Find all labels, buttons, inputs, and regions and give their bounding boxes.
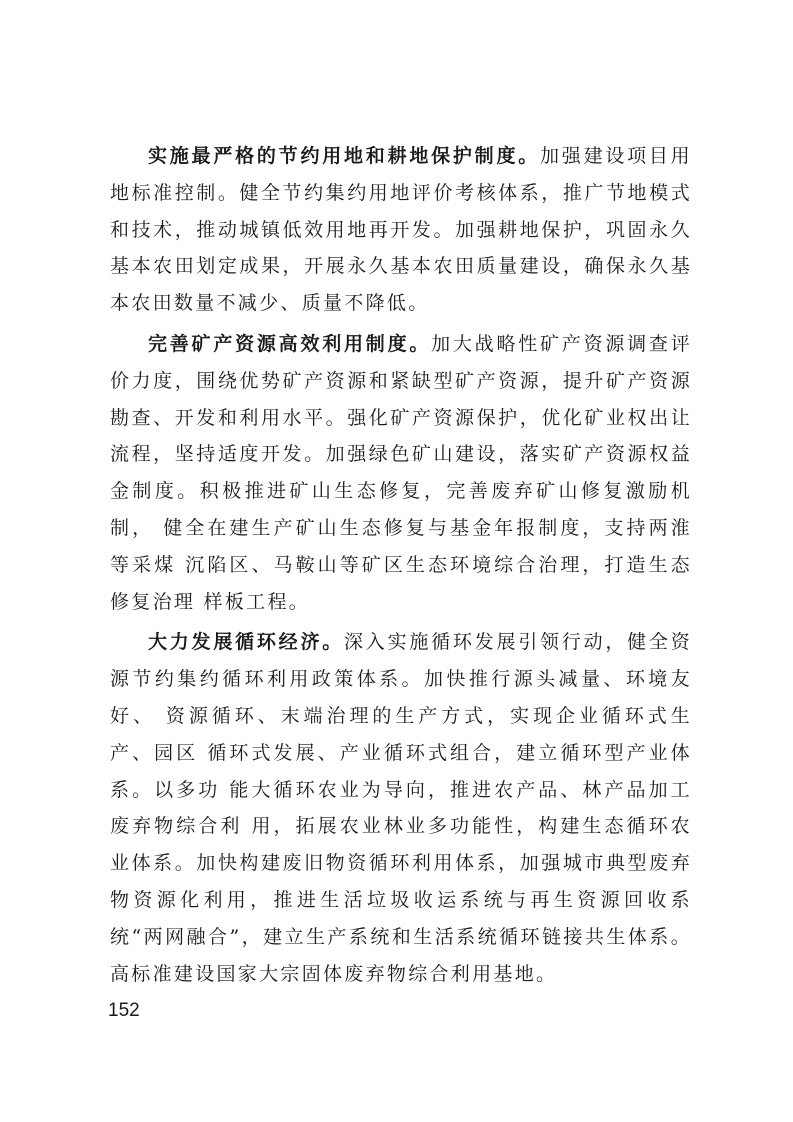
paragraph-body: 深入实施循环发展引领行动，健全资源节约集约循环利用政策体系。加快推行源头减量、环境友好、 资源循环、末端治理的生产方式，实现企业循环式生产、园区 循环式发展、产业循环式组合，建立循环型产业体系。以多功 能大循环农业为导向，推进农产品、林产品加工废弃物综合利 用，拓展农业林业多功能性，构建生态循环农业体系。加快构建废旧物资循环利用体系，加强城市典型废弃物资源化利用，推进生活垃圾收运系统与再生资源回收系统“两网融合”，建立生产系统和生活系统循环链接共生体系。高标准建设国家大宗固体废弃物综合利用基地。: [110, 631, 692, 985]
paragraph-body: 加大战略性矿产资源调查评价力度，围绕优势矿产资源和紧缺型矿产资源，提升矿产资源勘查、开发和利用水平。强化矿产资源保护，优化矿业权出让流程，坚持适度开发。加强绿色矿山建设，落实矿产资源权益金制度。积极推进矿山生态修复，完善废弃矿山修复激励机制， 健全在建生产矿山生态修复与基金年报制度，支持两淮等采煤 沉陷区、马鞍山等矿区生态环境综合治理，打造生态修复治理 样板工程。: [110, 332, 692, 613]
paragraph-heading: 大力发展循环经济。: [148, 631, 345, 654]
page-number: 152: [108, 1000, 140, 1021]
paragraph-heading: 实施最严格的节约用地和耕地保护制度。: [148, 145, 541, 167]
paragraph-land-protection: [110, 138, 692, 322]
paragraph-circular-economy: [110, 624, 692, 992]
paragraph-heading: 完善矿产资源高效利用制度。: [148, 332, 432, 355]
paragraph-body: 加强建设项目用地标准控制。健全节约集约用地评价考核体系，推广节地模式 和技术，推动城镇低效用地再开发。加强耕地保护，巩固永久 基本农田划定成果，开展永久基本农田质量建设，确保永久基 本农田数量不减少、质量不降低。: [110, 145, 692, 315]
paragraph-mineral-resources: [110, 326, 692, 620]
body-text: [110, 138, 692, 996]
